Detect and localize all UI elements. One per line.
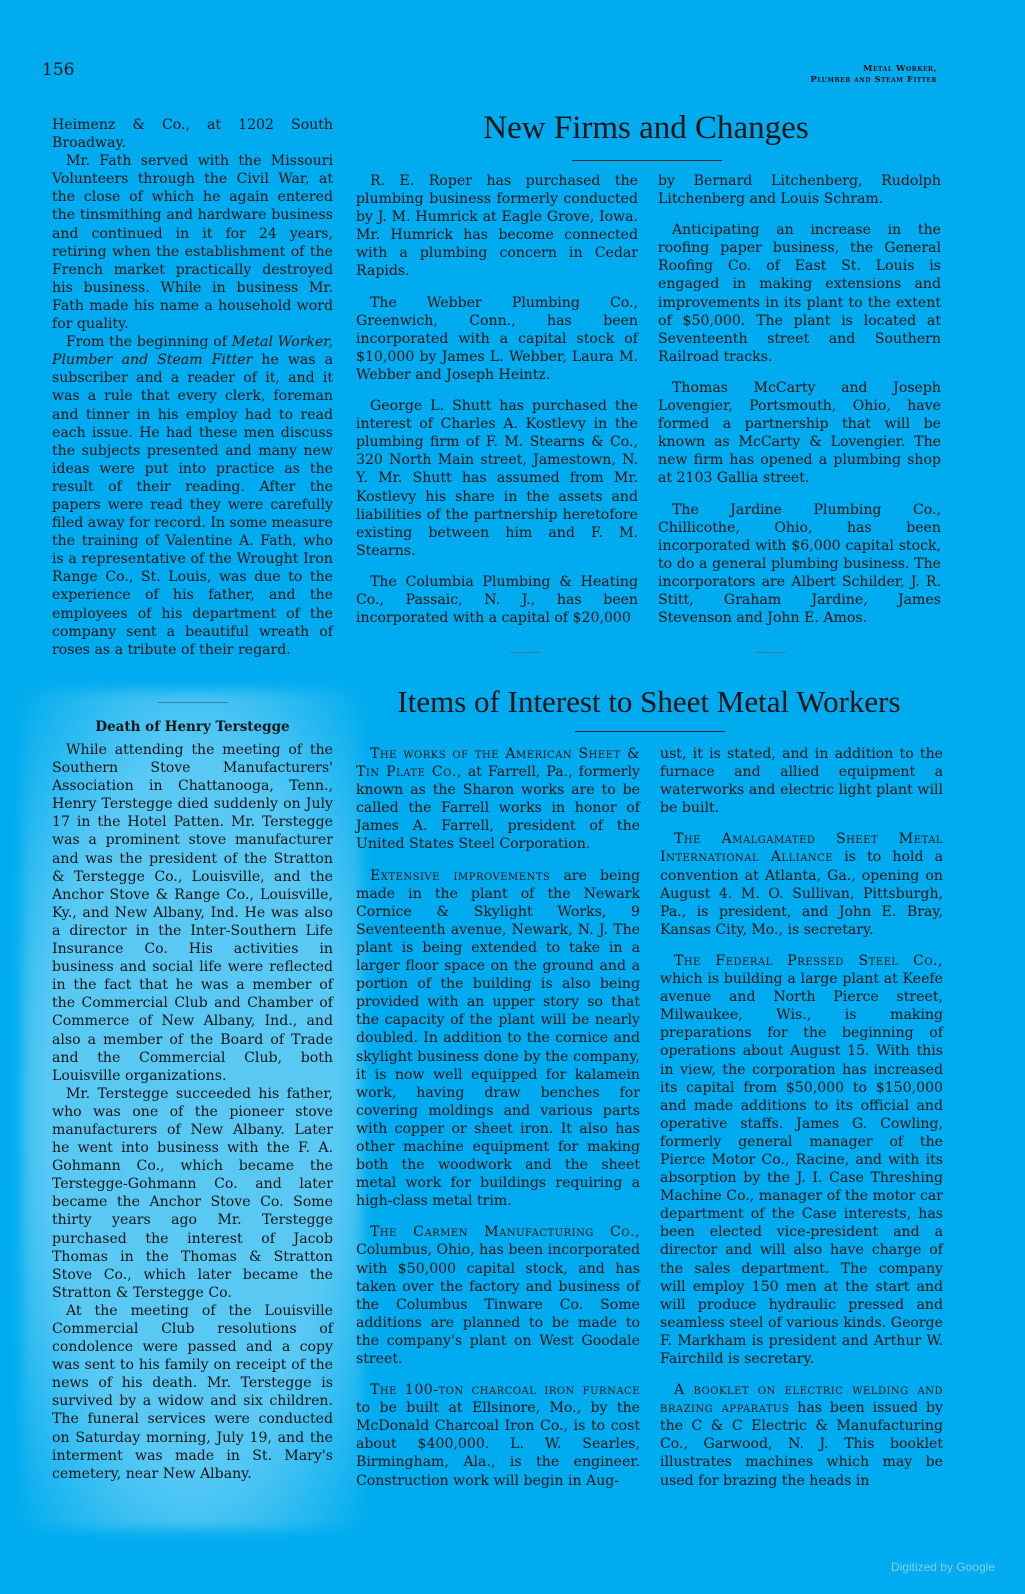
paragraph: Mr. Terstegge succeeded his father, who was one of the pioneer stove manufacturers of New Albany. Later he went into business with the F. A. Gohmann Co., which became the Terstegge-Gohmann Co. and later became the Anchor Stove Co. Some thirty years ago Mr. Terstegge purchased the interest of Jacob Thomas in the Thomas & Stratton Stove Co., which later became the Stratton & Terstegge Co. bbox=[52, 1085, 333, 1301]
death-notice-body bbox=[52, 741, 333, 1483]
paragraph: Extensive improvements are being made in the plant of the Newark Cornice & Skylight Works, 9 Seventeenth avenue, Newark, N. J. The plant is being extended to take in a larger floor space on the ground and a portion of the building is also being provided with an upper story so that the capacity of the plant will be nearly doubled. In addition to the cornice and skylight business done by the company, it is now well equipped for kalamein work, having draw benches for covering moldings and various parts with copper or sheet iron. It also has other machine equipment for making both the woodwork and the sheet metal work for buildings requiring a high-class metal trim. bbox=[356, 867, 640, 1210]
paragraph: The Jardine Plumbing Co., Chillicothe, Ohio, has been incorporated with $6,000 capital stock, to do a general plumbing business. The incorporators are Albert Schilder, J. R. Stitt, Graham Jardine, James Stevenson and John E. Amos. bbox=[658, 501, 941, 627]
paragraph: Mr. Fath served with the Missouri Volunteers through the Civil War, at the close of which he again entered the tinsmithing and hardware business and continued in it for 24 years, retiring when the establishment of the French market practically destroyed his business. While in business Mr. Fath made his name a household word for quality. bbox=[52, 153, 333, 333]
paragraph: The Federal Pressed Steel Co., which is building a large plant at Keefe avenue and North Pierce street, Milwaukee, Wis., is making preparations for the beginning of operations about August 15. With this in view, the corporation has increased its capital from $50,000 to $150,000 and made additions to its official and operative staffs. James G. Cowling, formerly general manager of the Pierce Motor Co., Racine, and with its absorption by the J. I. Case Threshing Machine Co., manager of the motor car department of the Case interests, has been elected vice-president and a director and will also have charge of the sales department. The company will employ 150 men at the start and will produce hydraulic pressed and seamless steel of various kinds. George F. Markham is president and Arthur W. Fairchild is secretary. bbox=[660, 952, 943, 1367]
paragraph: ust, it is stated, and in addition to the furnace and allied equipment a waterworks and electric light plant will be built. bbox=[660, 746, 943, 817]
paragraph: A booklet on electric welding and brazing apparatus has been issued by the C & C Electric & Manufacturing Co., Garwood, N. J. This booklet illustrates machines which may be used for brazing the heads in bbox=[660, 1382, 943, 1489]
paragraph: The Carmen Manufacturing Co., Columbus, Ohio, has been incorporated with $50,000 capital stock, and has taken over the factory and business of the Columbus Tinware Co. Some additions are planned to be made to the company's plant on West Goodale street. bbox=[356, 1224, 640, 1367]
paragraph: While attending the meeting of the Southern Stove Manufacturers' Association in Chattanooga, Tenn., Henry Terstegge died suddenly on July 17 in the Hotel Patten. Mr. Terstegge was a prominent stove manufacturer and was the president of the Stratton & Terstegge Co., Louisville, and the Anchor Stove & Range Co., Louisville, Ky., and New Albany, Ind. He was also a director in the Inter-Southern Life Insurance Co. His activities in business and social life were reflected in the fact that he was a member of the Commercial Club and Chamber of Commerce of New Albany, Ind., and also a member of the Board of Trade and the Commercial Club, both Louisville organizations. bbox=[52, 742, 333, 1084]
headline-rule bbox=[572, 160, 722, 161]
running-head bbox=[810, 64, 937, 86]
paragraph: R. E. Roper has purchased the plumbing business formerly conducted by J. M. Humrick at Eagle Grove, Iowa. Mr. Humrick has become connected with a plumbing concern in Cedar Rapids. bbox=[356, 173, 638, 280]
items-column-2 bbox=[660, 745, 943, 1490]
section-divider bbox=[756, 652, 786, 653]
publication-title: Metal Worker, Plumber and Steam Fitter bbox=[52, 334, 333, 369]
page-number: 156 bbox=[42, 60, 75, 80]
paragraph: The Columbia Plumbing & Heating Co., Passaic, N. J., has been incorporated with a capital of $20,000 bbox=[356, 573, 638, 627]
paragraph: At the meeting of the Louisville Commercial Club resolutions of condolence were passed and a copy was sent to his family on receipt of the news of his death. Mr. Terstegge is survived by a widow and six children. The funeral services were conducted on Saturday morning, July 19, and the interment was made in St. Mary's cemetery, near New Albany. bbox=[52, 1302, 333, 1482]
left-column-top bbox=[52, 116, 333, 659]
digitization-credit: Digitized by Google bbox=[890, 1560, 995, 1574]
paragraph: by Bernard Litchenberg, Rudolph Litchenberg and Louis Schram. bbox=[658, 173, 941, 208]
new-firms-headline: New Firms and Changes bbox=[483, 110, 809, 146]
paragraph: George L. Shutt has purchased the interest of Charles A. Kostlevy in the plumbing firm of F. M. Stearns & Co., 320 North Main street, Jamestown, N. Y. Mr. Shutt has assumed from Mr. Kostlevy his share in the assets and liabilities of the partnership heretofore existing between him and F. M. Stearns. bbox=[356, 398, 638, 559]
headline-rule bbox=[575, 731, 725, 732]
paragraph: From the beginning of Metal Worker, Plumber and Steam Fitter he was a subscriber and a reader of it, and it was a rule that every clerk, foreman and tinner in his employ had to read each issue. He had these men discuss the subjects presented and many new ideas were put into practice as the result of their reading. After the papers were read they were carefully filed away for record. In some measure the training of Valentine A. Fath, who is a representative of the Wrought Iron Range Co., St. Louis, was due to the experience of his father, and the employees of his department of the company sent a beautiful wreath of roses as a tribute of their regard. bbox=[52, 334, 333, 658]
items-headline: Items of Interest to Sheet Metal Workers bbox=[397, 684, 901, 719]
section-divider bbox=[158, 702, 228, 703]
paragraph: The 100-ton charcoal iron furnace to be built at Ellsinore, Mo., by the McDonald Charcoal Iron Co., is to cost about $400,000. L. W. Searles, Birmingham, Ala., is the engineer. Construction work will begin in Aug- bbox=[356, 1382, 640, 1489]
running-head-line1: Metal Worker, bbox=[863, 64, 937, 74]
new-firms-column-1 bbox=[356, 172, 638, 627]
paragraph: Heimenz & Co., at 1202 South Broadway. bbox=[52, 117, 333, 152]
new-firms-column-2 bbox=[658, 172, 941, 627]
running-head-line2: Plumber and Steam Fitter bbox=[810, 75, 937, 85]
paragraph: The Amalgamated Sheet Metal International Alliance is to hold a convention at Atlanta, Ga., opening on August 4. M. O. Sullivan, Pittsburgh, Pa., is president, and John E. Bray, Kansas City, Mo., is secretary. bbox=[660, 831, 943, 938]
death-notice-title: Death of Henry Terstegge bbox=[95, 719, 290, 735]
paragraph: The Webber Plumbing Co., Greenwich, Conn., has been incorporated with a capital stock of $10,000 by James L. Webber, Laura M. Webber and Joseph Heintz. bbox=[356, 294, 638, 383]
paragraph: Anticipating an increase in the roofing paper business, the General Roofing Co. of East St. Louis is engaged in making extensions and improvements in its plant to the extent of $50,000. The plant is located at Seventeenth street and Southern Railroad tracks. bbox=[658, 222, 941, 365]
paragraph: Thomas McCarty and Joseph Lovengier, Portsmouth, Ohio, have formed a partnership that will be known as McCarty & Lovengier. The new firm has opened a plumbing shop at 2103 Gallia street. bbox=[658, 379, 941, 487]
items-column-1 bbox=[356, 745, 640, 1490]
paragraph: The works of the American Sheet & Tin Plate Co., at Farrell, Pa., formerly known as the Sharon works are to be called the Farrell works in honor of James A. Farrell, president of the United States Steel Corporation. bbox=[356, 746, 640, 853]
section-divider bbox=[510, 652, 540, 653]
